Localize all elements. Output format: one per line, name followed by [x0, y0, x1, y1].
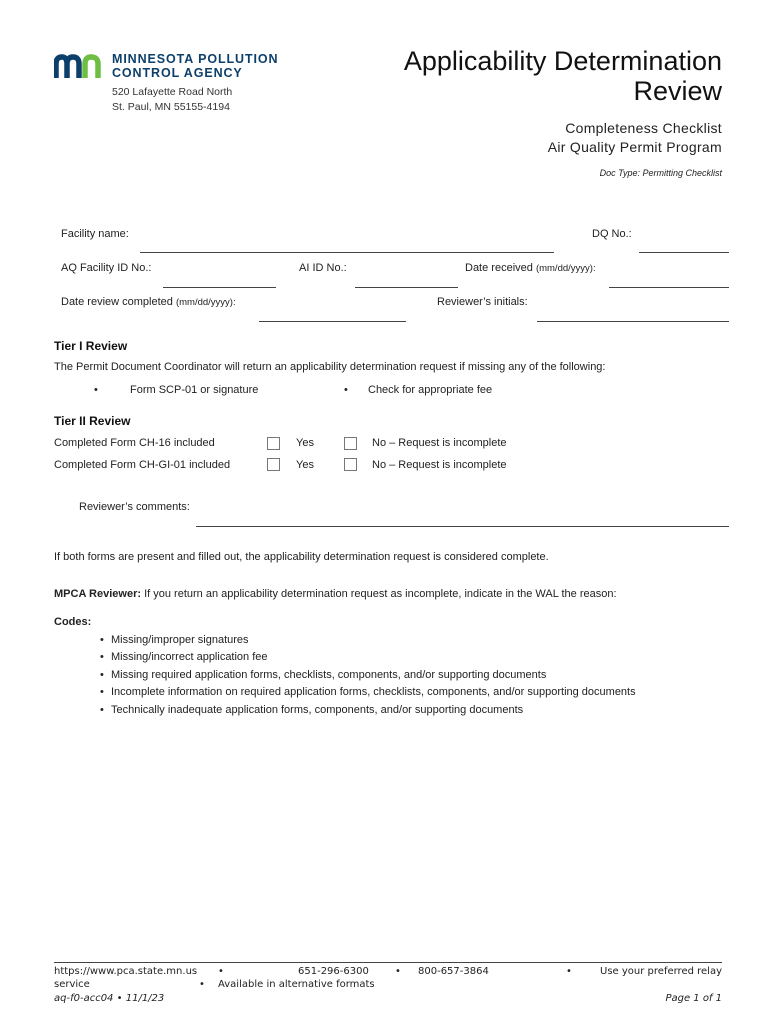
ai-id-line[interactable] [355, 287, 458, 288]
mpca-reviewer-label: MPCA Reviewer: [54, 588, 142, 600]
reviewer-comments-label: Reviewer’s comments: [79, 501, 190, 513]
tier2-row1-yes-checkbox[interactable] [267, 437, 280, 450]
code-item: • Incomplete information on required application forms, checklists, components, and/or supporting documents [100, 684, 636, 701]
tier2-row2-yes-label: Yes [296, 459, 314, 471]
agency-name-line1: MINNESOTA POLLUTION [112, 52, 279, 66]
page-title-line2: Review [633, 76, 722, 106]
footer-bullet-1: • [218, 966, 224, 977]
page-title-line1: Applicability Determination [403, 46, 722, 76]
footer-divider [54, 962, 722, 963]
tier2-row1-label: Completed Form CH-16 included [54, 437, 215, 449]
footer-bullet-3: • [566, 966, 572, 977]
footer-url[interactable]: https://www.pca.state.mn.us [54, 966, 198, 977]
tier1-intro: The Permit Document Coordinator will return an applicability determination request if missing any of the following: [54, 361, 606, 373]
footer-alt-formats: Available in alternative formats [218, 979, 375, 990]
footer-doc-id: aq-f0-acc04 [54, 993, 114, 1004]
date-received-text: Date received [465, 262, 533, 274]
subtitle-line2: Air Quality Permit Program [547, 139, 722, 155]
facility-name-label: Facility name: [61, 228, 129, 240]
codes-list [100, 632, 636, 719]
tier2-row2-yes-checkbox[interactable] [267, 458, 280, 471]
dq-no-line[interactable] [639, 252, 729, 253]
code-item: • Missing/improper signatures [100, 632, 636, 649]
dq-no-label: DQ No.: [592, 228, 632, 240]
tier2-row2-no-label: No – Request is incomplete [372, 459, 507, 471]
agency-address-line1: 520 Lafayette Road North [112, 86, 233, 98]
reviewer-initials-line[interactable] [537, 321, 729, 322]
doc-type: Doc Type: Permitting Checklist [599, 168, 722, 178]
mpca-logo-icon [54, 54, 106, 80]
code-item: • Missing/incorrect application fee [100, 649, 636, 666]
agency-address-line2: St. Paul, MN 55155-4194 [112, 101, 230, 113]
tier2-row2-label: Completed Form CH-GI-01 included [54, 459, 231, 471]
codes-heading: Codes: [54, 616, 92, 628]
footer-bullet-4: • [199, 979, 205, 990]
facility-name-line[interactable] [140, 252, 554, 253]
footer-date: 11/1/23 [125, 993, 165, 1004]
tier2-row2-no-checkbox[interactable] [344, 458, 357, 471]
aq-facility-id-label: AQ Facility ID No.: [61, 262, 152, 274]
date-review-format: (mm/dd/yyyy): [175, 297, 236, 308]
footer-phone-1: 651-296-6300 [298, 966, 369, 977]
tier2-heading: Tier II Review [54, 414, 131, 428]
code-item: • Technically inadequate application forms, components, and/or supporting documents [100, 702, 636, 719]
footer-relay: Use your preferred relay [600, 966, 722, 977]
tier1-item-1: Form SCP-01 or signature [130, 384, 259, 396]
footer-bullet-5: • [116, 993, 123, 1004]
reviewer-comments-line[interactable] [196, 526, 729, 527]
tier1-item-2: Check for appropriate fee [368, 384, 493, 396]
tier1-bullet-1: • [94, 384, 98, 396]
completeness-note: If both forms are present and filled out, the applicability determination request is considered complete. [54, 551, 549, 563]
subtitle-line1: Completeness Checklist [565, 120, 722, 136]
reviewer-initials-label: Reviewer’s initials: [437, 296, 528, 308]
date-received-format: (mm/dd/yyyy): [535, 263, 596, 274]
mpca-reviewer-note [54, 588, 617, 600]
footer-page-number: Page 1 of 1 [665, 993, 722, 1004]
date-received-line[interactable] [609, 287, 729, 288]
aq-facility-id-line[interactable] [163, 287, 276, 288]
mpca-reviewer-text: If you return an applicability determination request as incomplete, indicate in the WAL the reason: [144, 588, 617, 600]
tier2-row1-yes-label: Yes [296, 437, 314, 449]
footer-relay-cont: service [54, 979, 90, 990]
footer-doc-id-row [54, 993, 164, 1004]
date-review-text: Date review completed [61, 296, 173, 308]
footer-bullet-2: • [395, 966, 401, 977]
date-review-label [61, 296, 236, 308]
date-review-line[interactable] [259, 321, 406, 322]
tier2-row1-no-checkbox[interactable] [344, 437, 357, 450]
date-received-label [465, 262, 596, 274]
tier1-bullet-2: • [344, 384, 348, 396]
tier1-heading: Tier I Review [54, 339, 128, 353]
footer-phone-2: 800-657-3864 [418, 966, 489, 977]
ai-id-label: AI ID No.: [299, 262, 347, 274]
tier2-row1-no-label: No – Request is incomplete [372, 437, 507, 449]
code-item: • Missing required application forms, checklists, components, and/or supporting documents [100, 667, 636, 684]
agency-name-line2: CONTROL AGENCY [112, 66, 243, 80]
